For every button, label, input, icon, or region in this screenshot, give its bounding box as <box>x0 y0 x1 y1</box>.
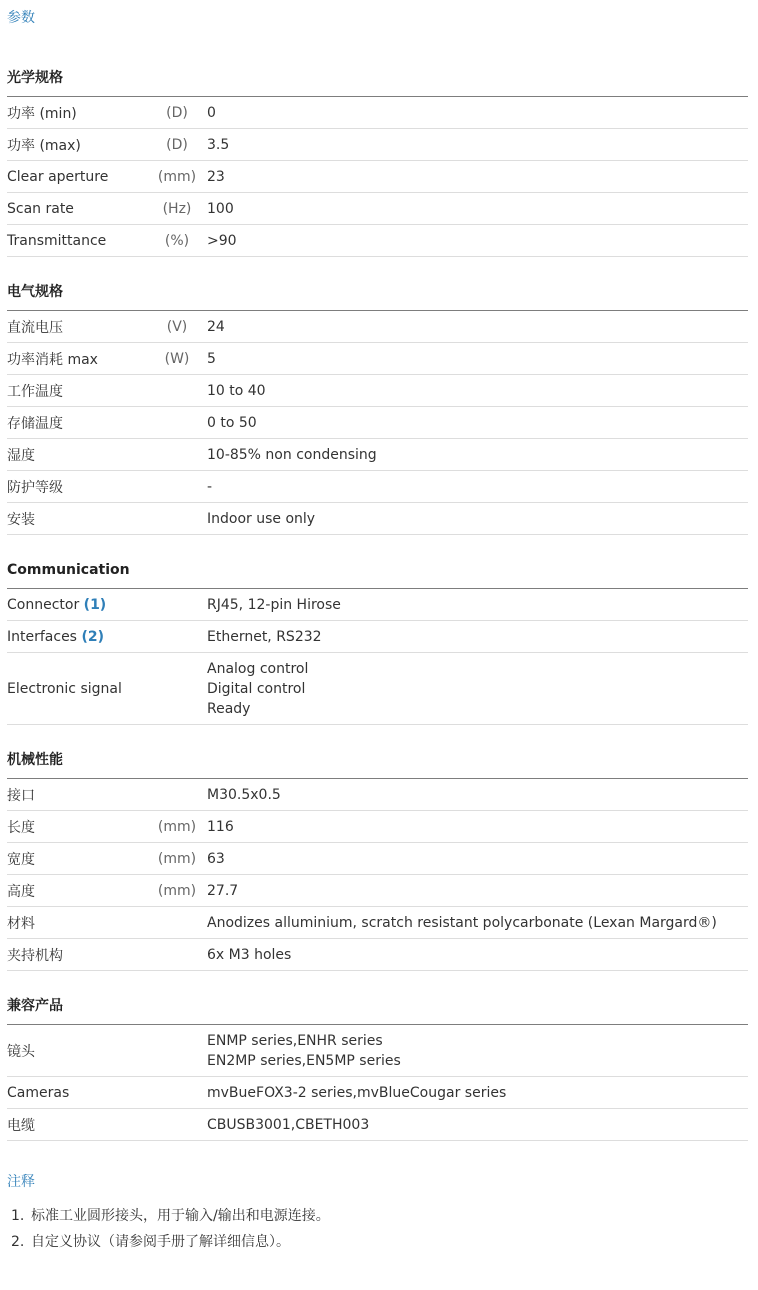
spec-value: 3.5 <box>207 136 230 153</box>
spec-row <box>7 875 748 907</box>
spec-label-cell <box>7 349 147 369</box>
spec-value: 27.7 <box>207 882 239 899</box>
notes-list <box>7 1207 748 1251</box>
spec-unit: (mm) <box>157 850 197 867</box>
spec-row <box>7 503 748 535</box>
spec-value-cell <box>207 595 748 615</box>
note-item <box>11 1233 748 1251</box>
spec-label-cell <box>7 849 147 869</box>
section-title: 兼容产品 <box>7 997 748 1025</box>
spec-row <box>7 843 748 875</box>
page-heading: 参数 <box>7 10 35 26</box>
spec-row <box>7 439 748 471</box>
spec-label: 安装 <box>7 511 35 528</box>
spec-label-cell <box>7 1115 147 1135</box>
spec-row <box>7 653 748 725</box>
spec-label-cell <box>7 201 147 217</box>
spec-label-cell <box>7 913 147 933</box>
spec-label: 镜头 <box>7 1043 35 1060</box>
spec-value-cell <box>207 817 748 837</box>
spec-row <box>7 589 748 621</box>
spec-value: 5 <box>207 350 216 367</box>
spec-label: Clear aperture <box>7 168 109 185</box>
spec-label: 长度 <box>7 819 35 836</box>
spec-unit: (D) <box>166 136 188 153</box>
spec-unit: (%) <box>164 232 190 249</box>
note-text: 标准工业圆形接头，用于输入/输出和电源连接。 <box>31 1208 330 1224</box>
spec-label: 电缆 <box>7 1117 35 1134</box>
spec-value-cell <box>207 509 748 529</box>
notes-title: 注释 <box>7 1174 35 1190</box>
spec-value: 0 <box>207 104 216 121</box>
spec-row <box>7 471 748 503</box>
spec-label-cell <box>7 881 147 901</box>
spec-unit: (mm) <box>157 168 197 185</box>
spec-label: 夹持机构 <box>7 947 63 964</box>
spec-row <box>7 811 748 843</box>
spec-value: 24 <box>207 318 225 335</box>
spec-section <box>7 997 748 1141</box>
spec-label-cell <box>7 1041 147 1061</box>
spec-unit: (W) <box>164 350 190 367</box>
spec-value: 10-85% non condensing <box>207 446 377 463</box>
spec-row <box>7 193 748 225</box>
spec-value-cell <box>207 1031 748 1071</box>
spec-label: Cameras <box>7 1084 70 1101</box>
spec-value-cell <box>207 881 748 901</box>
spec-label: 直流电压 <box>7 319 63 336</box>
spec-value: CBUSB3001,CBETH003 <box>207 1116 370 1133</box>
spec-value: 6x M3 holes <box>207 946 292 963</box>
spec-value-line: EN2MP series,EN5MP series <box>207 1052 401 1069</box>
spec-row <box>7 311 748 343</box>
notes-section <box>7 1173 748 1251</box>
spec-value-cell <box>207 477 748 497</box>
spec-value-line: Analog control <box>207 660 309 677</box>
spec-value-cell <box>207 1115 748 1135</box>
section-title: 机械性能 <box>7 751 748 779</box>
spec-value: Ethernet, RS232 <box>207 628 322 645</box>
spec-label-cell <box>7 381 147 401</box>
spec-value-cell <box>207 103 748 123</box>
spec-row <box>7 779 748 811</box>
spec-row <box>7 407 748 439</box>
spec-label: Interfaces <box>7 628 77 645</box>
spec-row <box>7 343 748 375</box>
note-text: 自定义协议（请参阅手册了解详细信息）。 <box>31 1234 290 1250</box>
spec-label: Scan rate <box>7 200 74 217</box>
spec-value: - <box>207 478 213 495</box>
spec-value-cell <box>207 913 748 933</box>
spec-value-cell <box>207 659 748 719</box>
spec-value-cell <box>207 785 748 805</box>
spec-label-cell <box>7 945 147 965</box>
footnote-ref-link[interactable]: (1) <box>83 596 107 613</box>
note-number: 2. <box>11 1234 25 1250</box>
spec-label: 功率 (min) <box>7 105 77 122</box>
spec-label: Transmittance <box>7 232 107 249</box>
section-title: Communication <box>7 561 748 589</box>
spec-value-line: ENMP series,ENHR series <box>207 1032 383 1049</box>
spec-row <box>7 375 748 407</box>
spec-row <box>7 1077 748 1109</box>
spec-label: Connector <box>7 596 80 613</box>
spec-row <box>7 939 748 971</box>
spec-label-cell <box>7 445 147 465</box>
spec-row <box>7 1109 748 1141</box>
spec-label: 存储温度 <box>7 415 63 432</box>
spec-value: 100 <box>207 200 234 217</box>
spec-label-cell <box>7 817 147 837</box>
spec-row <box>7 621 748 653</box>
spec-value-cell <box>207 413 748 433</box>
spec-label: 功率 (max) <box>7 137 81 154</box>
spec-value: 116 <box>207 818 234 835</box>
spec-value-cell <box>207 135 748 155</box>
spec-section <box>7 69 748 257</box>
spec-value-line: Ready <box>207 700 251 717</box>
spec-value: RJ45, 12-pin Hirose <box>207 596 341 613</box>
spec-section <box>7 561 748 725</box>
spec-value-line: Digital control <box>207 680 306 697</box>
spec-value-cell <box>207 167 748 187</box>
spec-label-cell <box>7 509 147 529</box>
spec-value: Anodizes alluminium, scratch resistant polycarbonate (Lexan Margard®) <box>207 914 717 931</box>
spec-label-cell <box>7 681 147 697</box>
spec-unit: (V) <box>166 318 188 335</box>
spec-label: 功率消耗 max <box>7 351 98 368</box>
spec-label: 湿度 <box>7 447 35 464</box>
spec-value-cell <box>207 199 748 219</box>
spec-label: 宽度 <box>7 851 35 868</box>
spec-sections <box>7 69 748 1141</box>
spec-value-cell <box>207 231 748 251</box>
spec-value-cell <box>207 381 748 401</box>
section-title: 电气规格 <box>7 283 748 311</box>
spec-value: >90 <box>207 232 237 249</box>
spec-unit: (mm) <box>157 818 197 835</box>
spec-value: Indoor use only <box>207 510 316 527</box>
spec-row <box>7 97 748 129</box>
spec-label-cell <box>7 1085 147 1101</box>
spec-label-cell <box>7 169 147 185</box>
spec-value-cell <box>207 445 748 465</box>
spec-label-cell <box>7 597 147 613</box>
spec-label-cell <box>7 135 147 155</box>
section-title: 光学规格 <box>7 69 748 97</box>
spec-value-cell <box>207 849 748 869</box>
spec-label-cell <box>7 629 147 645</box>
spec-value: mvBueFOX3-2 series,mvBlueCougar series <box>207 1084 507 1101</box>
spec-value: 0 to 50 <box>207 414 257 431</box>
spec-label: 材料 <box>7 915 35 932</box>
spec-label: 防护等级 <box>7 479 63 496</box>
spec-value: M30.5x0.5 <box>207 786 281 803</box>
spec-label-cell <box>7 317 147 337</box>
spec-value: 10 to 40 <box>207 382 266 399</box>
spec-label-cell <box>7 413 147 433</box>
spec-value: 23 <box>207 168 225 185</box>
spec-label: Electronic signal <box>7 680 122 697</box>
note-item <box>11 1207 748 1225</box>
spec-value-cell <box>207 349 748 369</box>
spec-value-cell <box>207 317 748 337</box>
spec-value-cell <box>207 945 748 965</box>
spec-label-cell <box>7 103 147 123</box>
spec-value-cell <box>207 627 748 647</box>
spec-section <box>7 283 748 535</box>
spec-section <box>7 751 748 971</box>
spec-unit: (D) <box>166 104 188 121</box>
spec-label-cell <box>7 785 147 805</box>
spec-row <box>7 129 748 161</box>
spec-label: 工作温度 <box>7 383 63 400</box>
spec-label: 接口 <box>7 787 35 804</box>
spec-row <box>7 1025 748 1077</box>
note-number: 1. <box>11 1208 25 1224</box>
spec-page <box>7 0 748 1251</box>
spec-row <box>7 161 748 193</box>
spec-label-cell <box>7 233 147 249</box>
spec-unit: (mm) <box>157 882 197 899</box>
spec-row <box>7 907 748 939</box>
spec-row <box>7 225 748 257</box>
spec-label: 高度 <box>7 883 35 900</box>
spec-value-cell <box>207 1083 748 1103</box>
spec-value: 63 <box>207 850 225 867</box>
footnote-ref-link[interactable]: (2) <box>81 628 104 645</box>
spec-unit: (Hz) <box>162 200 192 217</box>
spec-label-cell <box>7 477 147 497</box>
